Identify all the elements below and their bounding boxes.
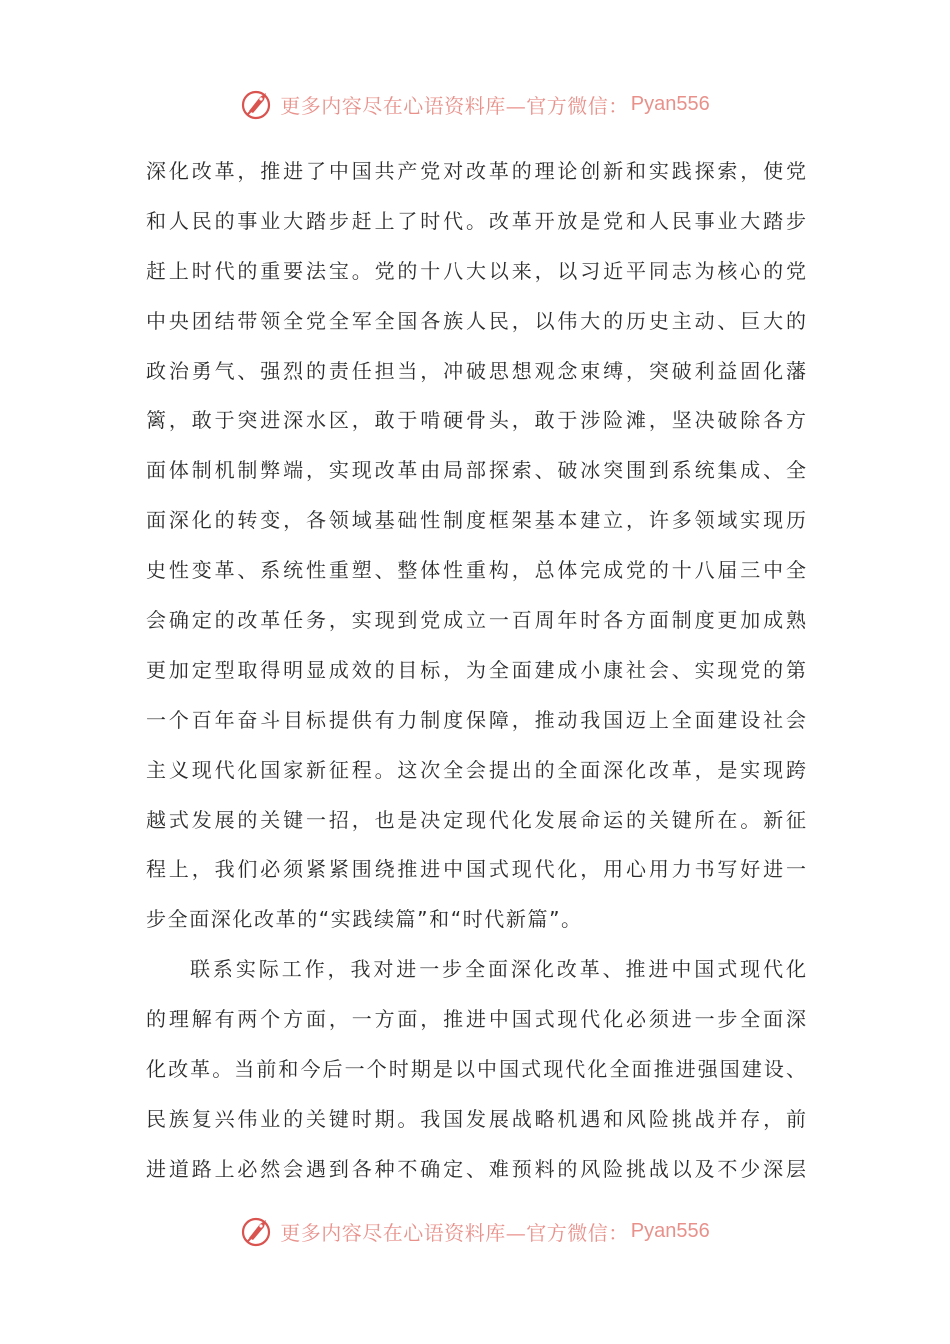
text-line: 政治勇气、强烈的责任担当，冲破思想观念束缚，突破利益固化藩 (146, 358, 806, 383)
header-banner-text: 更多内容尽在心语资料库—官方微信： (280, 93, 629, 118)
text-line: 面体制机制弊端，实现改革由局部探索、破冰突围到系统集成、全 (146, 458, 806, 483)
text-line: 更加定型取得明显成效的目标，为全面建成小康社会、实现党的第 (146, 657, 806, 682)
text-line: 赶上时代的重要法宝。党的十八大以来，以习近平同志为核心的党 (146, 258, 806, 283)
text-line: 民族复兴伟业的关键时期。我国发展战略机遇和风险挑战并存，前 (146, 1106, 806, 1131)
footer-wechat-id: Pyan556 (630, 1219, 710, 1242)
text-line: 主义现代化国家新征程。这次全会提出的全面深化改革，是实现跨 (146, 757, 806, 782)
text-line: 和人民的事业大踏步赶上了时代。改革开放是党和人民事业大踏步 (146, 208, 806, 233)
text-line: 会确定的改革任务，实现到党成立一百周年时各方面制度更加成熟 (146, 608, 806, 633)
text-line: 史性变革、系统性重塑、整体性重构，总体完成党的十八届三中全 (146, 558, 806, 583)
header-banner (0, 84, 950, 124)
text-line: 程上，我们必须紧紧围绕推进中国式现代化，用心用力书写好进一 (146, 857, 806, 882)
pen-nib-seal-icon (240, 1214, 274, 1248)
footer-banner-text: 更多内容尽在心语资料库—官方微信： (280, 1220, 629, 1245)
text-line: 深化改革，推进了中国共产党对改革的理论创新和实践探索，使党 (146, 159, 806, 183)
text-line: 中央团结带领全党全军全国各族人民，以伟大的历史主动、巨大的 (146, 308, 806, 333)
text-line: 的理解有两个方面，一方面，推进中国式现代化必须进一步全面深 (146, 1007, 806, 1032)
text-line-paragraph-start: 联系实际工作，我对进一步全面深化改革、推进中国式现代化 (190, 957, 806, 982)
text-line: 一个百年奋斗目标提供有力制度保障，推动我国迈上全面建设社会 (146, 707, 806, 732)
text-line-paragraph-end: 步全面深化改革的“实践续篇”和“时代新篇”。 (146, 907, 583, 932)
document-body (146, 147, 806, 1195)
text-line: 篱，敢于突进深水区，敢于啃硬骨头，敢于涉险滩，坚决破除各方 (146, 408, 806, 433)
pen-nib-seal-icon (240, 87, 274, 121)
text-line: 进道路上必然会遇到各种不确定、难预料的风险挑战以及不少深层 (146, 1156, 806, 1181)
text-line: 化改革。当前和今后一个时期是以中国式现代化全面推进强国建设、 (146, 1057, 806, 1082)
header-wechat-id: Pyan556 (630, 92, 710, 115)
text-line: 越式发展的关键一招，也是决定现代化发展命运的关键所在。新征 (146, 807, 806, 832)
text-line: 面深化的转变，各领域基础性制度框架基本建立，许多领域实现历 (146, 508, 806, 533)
footer-banner (0, 1211, 950, 1251)
